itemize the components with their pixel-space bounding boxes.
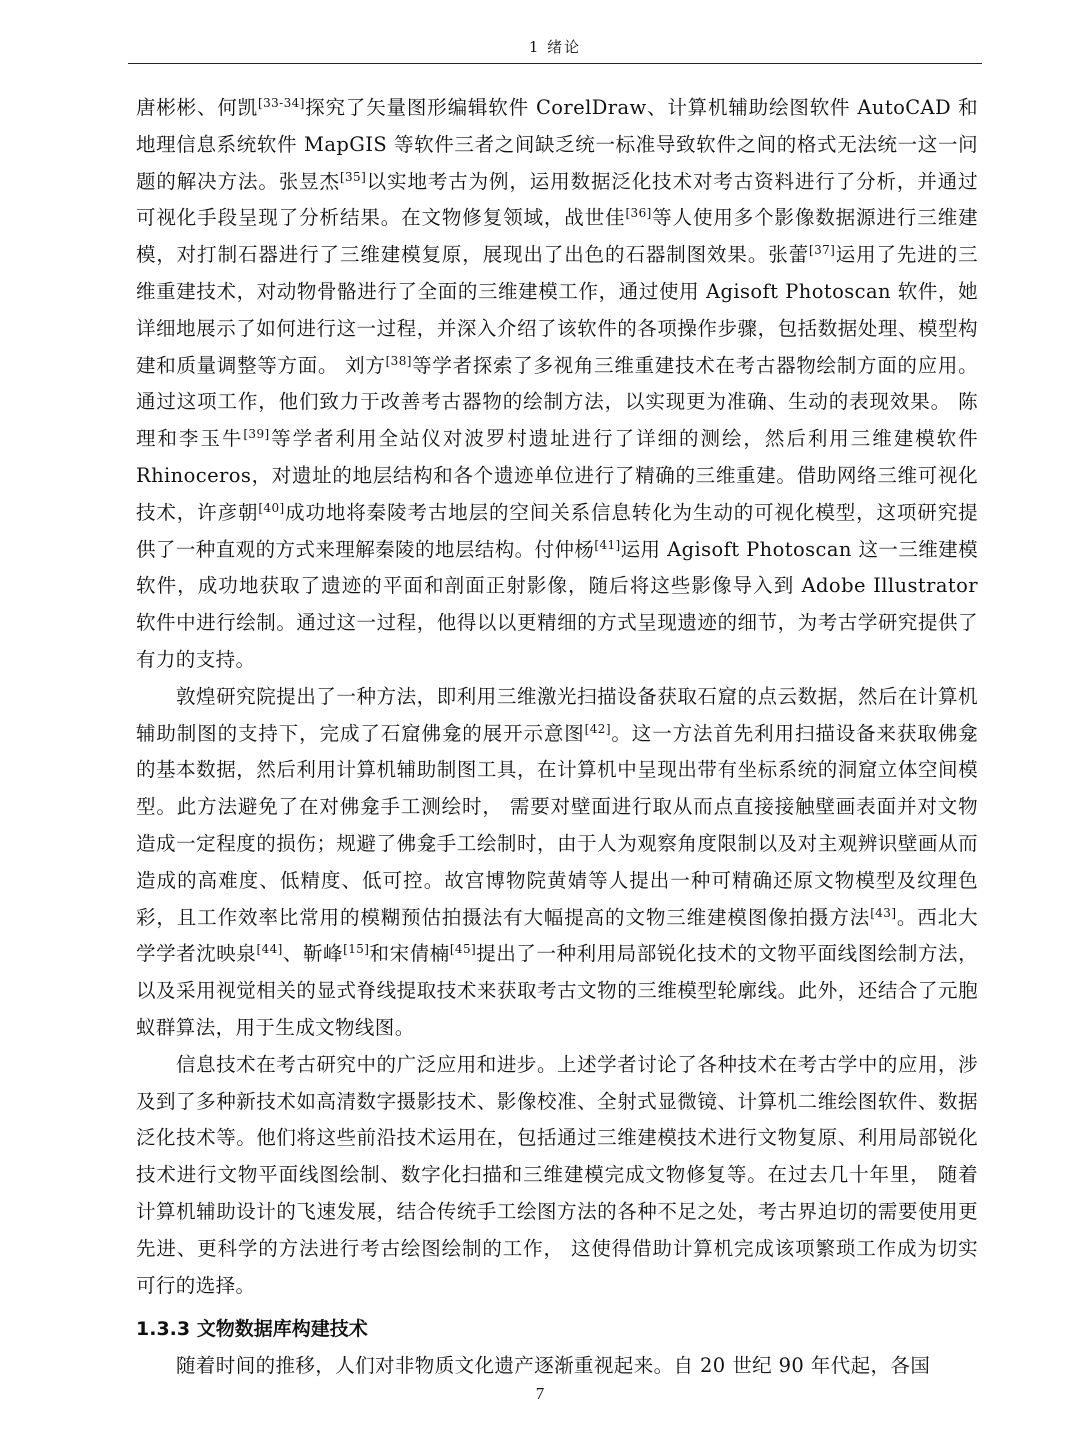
paragraph-text: 等学者探索了多视角三维重建技术在考古器物绘制方面的应用。通过这项工作，他们致力于改善考古器物的绘制方法，以实现更为准确、生动的表现效果。 陈理和李玉牛 — [136, 353, 978, 451]
paragraph-text: 信息技术在考古研究中的广泛应用和进步。上述学者讨论了各种技术在考古学中的应用，涉及到了多种新技术如高清数字摄影技术、影像校准、全射式显微镜、计算机二维绘图软件、数据泛化技术等。他们将这些前沿技术运用在，包括通过三维建模技术进行文物复原、利用局部锐化技术进行文物平面线图绘制、数字化扫描和三维建模完成文物修复等。在过去几十年里， 随着计算机辅助设计的飞速发展，结合传统手工绘图方法的各种不足之处，考古界迫切的需要使用更先进、更科学的方法进行考古绘图绘制的工作， 这使得借助计算机完成该项繁琐工作成为切实可行的选择。 — [136, 1052, 978, 1297]
citation-ref: [39] — [243, 427, 270, 442]
section-heading: 1.3.3 文物数据库构建技术 — [136, 1318, 368, 1341]
paragraph-text: 。这一方法首先利用扫描设备来获取佛龛的基本数据，然后利用计算机辅助制图工具，在计算机中呈现出带有坐标系统的洞窟立体空间模型。此方法避免了在对佛龛手工测绘时， 需要对壁面进行取从而点直接接触壁画表面并对文物造成一定程度的损伤；规避了佛龛手工绘制时，由于人为观察角度限制以及对主观辨识壁画从而造成的高难度、低精度、低可控。故宫博物院黄婧等人提出一种可精确还原文物模型及纹理色彩，且工作效率比常用的模糊预估拍摄法有大幅提高的文物三维建模图像拍摄方法 — [136, 721, 978, 929]
page-number: 7 — [535, 1384, 545, 1403]
citation-ref: [45] — [449, 942, 477, 957]
citation-ref: [35] — [339, 169, 367, 184]
paragraph-text: 运用 Agisoft Photoscan 这一三维建模软件，成功地获取了遗迹的平面和剖面正射影像，随后将这些影像导入到 Adobe Illustrator 软件中进行绘制。通过这一过程，他得以以更精细的方式呈现遗迹的细节，为考古学研究提供了有力的支持。 — [136, 537, 979, 671]
paragraph-1 — [136, 90, 978, 679]
citation-ref: [44] — [256, 942, 283, 957]
header-rule — [128, 63, 982, 64]
paragraph-text: 探究了矢量图形编辑软件 CorelDraw、计算机辅助绘图软件 AutoCAD 和地理信息系统软件 MapGIS 等软件三者之间缺乏统一标准导致软件之间的格式无法统一这一问题的解决方法。张昱杰 — [136, 96, 978, 193]
page-body — [136, 90, 978, 1385]
paragraph-text: 成功地将秦陵考古地层的空间关系信息转化为生动的可视化模型，这项研究提供了一种直观的方式来理解秦陵的地层结构。付仲杨 — [136, 500, 978, 561]
paragraph-2 — [136, 679, 978, 1047]
citation-ref: [36] — [625, 206, 652, 221]
citation-ref: [41] — [594, 537, 621, 552]
paragraph-text: 唐彬彬、何凯 — [136, 96, 259, 119]
paragraph-text: 以实地考古为例，运用数据泛化技术对考古资料进行了分析，并通过可视化手段呈现了分析结果。在文物修复领域，战世佳 — [136, 169, 978, 230]
paragraph-text: 运用了先进的三维重建技术，对动物骨骼进行了全面的三维建模工作，通过使用 Agisoft Photoscan 软件，她详细地展示了如何进行这一过程，并深入介绍了该软件的各项操作步骤，包括数据处理、模型构建和质量调整等方面。 刘方 — [136, 243, 978, 377]
running-header: 1 绪论 — [528, 38, 582, 56]
paragraph-3 — [136, 1047, 978, 1305]
citation-ref: [42] — [584, 721, 611, 736]
paragraph-text: 等学者利用全站仪对波罗村遗址进行了详细的测绘，然后利用三维建模软件 Rhinoceros，对遗址的地层结构和各个遗迹单位进行了精确的三维重建。借助网络三维可视化技术，许彦朝 — [136, 427, 978, 524]
citation-ref: [15] — [343, 942, 370, 957]
paragraph-text: 、靳峰 — [282, 942, 344, 966]
citation-ref: [33-34] — [258, 96, 305, 110]
paragraph-text: 提出了一种利用局部锐化技术的文物平面线图绘制方法，以及采用视觉相关的显式脊线提取技术来获取考古文物的三维模型轮廓线。此外，还结合了元胞蚁群算法，用于生成文物线图。 — [136, 942, 978, 1039]
paragraph-text: 等人使用多个影像数据源进行三维建模，对打制石器进行了三维建模复原，展现出了出色的石器制图效果。张蕾 — [136, 206, 978, 267]
citation-ref: [43] — [870, 905, 897, 920]
paragraph-text: 和宋倩楠 — [369, 942, 450, 966]
paragraph-text: 敦煌研究院提出了一种方法，即利用三维激光扫描设备获取石窟的点云数据，然后在计算机辅助制图的支持下，完成了石窟佛龛的展开示意图 — [136, 684, 978, 745]
citation-ref: [40] — [258, 500, 285, 515]
paragraph-text: 。西北大学学者沈映泉 — [136, 905, 978, 966]
paragraph-4: 随着时间的推移，人们对非物质文化遗产逐渐重视起来。自 20 世纪 90 年代起，各国 — [176, 1354, 931, 1378]
citation-ref: [38] — [385, 353, 412, 368]
citation-ref: [37] — [809, 243, 836, 258]
